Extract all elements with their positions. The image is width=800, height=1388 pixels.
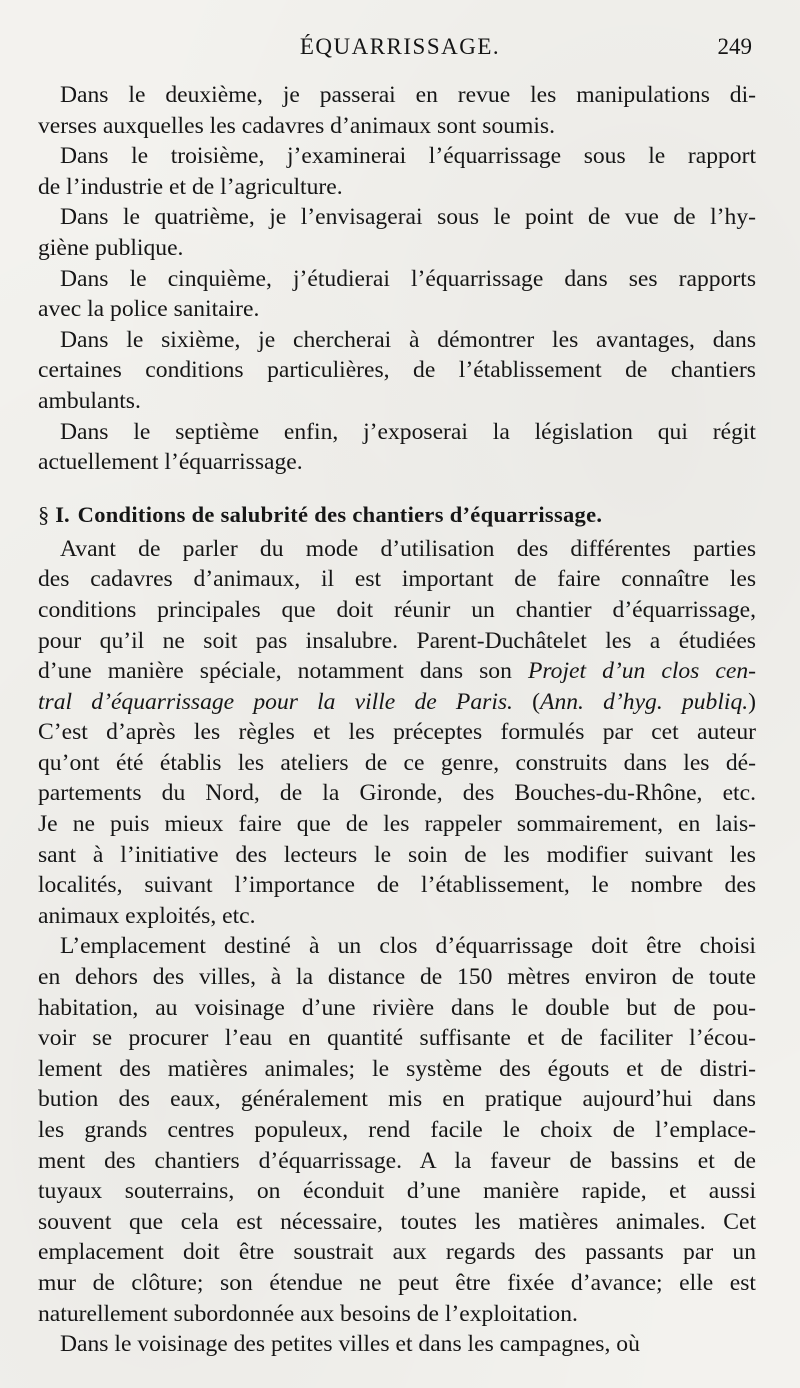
intro-paragraphs [38,80,756,478]
text-line [38,417,756,448]
line-text: Dans le sixième, je chercherai à démontrer les avantages, dans [60,326,756,353]
line-text: qu’ont été établis les ateliers de ce genre, construits dans les dé- [38,749,756,776]
line-text: bution des eaux, généralement mis en pratique aujourd’hui dans [38,1086,756,1113]
text-line [38,1146,756,1177]
line-text: voir se procurer l’eau en quantité suffisante et de faciliter l’écou- [38,1025,756,1052]
italic-text: Ann. d’hyg. publiq. [540,688,749,715]
text-line [38,870,756,901]
text-line [38,1023,756,1054]
line-text: Je ne puis mieux faire que de les rappeler sommairement, en lais- [38,811,756,838]
line-text: Dans le voisinage des petites villes et dans les campagnes, où [60,1331,640,1358]
line-text: habitation, au voisinage d’une rivière dans le double but de pou- [38,994,756,1021]
line-text: pour qu’il ne soit pas insalubre. Parent-Duchâtelet les a étudiées [38,627,756,654]
line-text: les grands centres populeux, rend facile le choix de l’emplace- [38,1117,756,1143]
text-line [38,1268,756,1299]
line-text: sant à l’initiative des lecteurs le soin de les modifier suivant les [38,841,756,868]
text-line [38,687,756,718]
running-title: ÉQUARRISSAGE. [299,34,501,59]
line-text: Dans le cinquième, j’étudierai l’équarrissage dans ses rapports [60,265,756,292]
text-line [38,962,756,993]
text-line [38,264,756,295]
line-text: naturellement subordonnée aux besoins de l’exploitation. [38,1300,578,1327]
text-line [38,993,756,1024]
text-line [38,534,756,565]
line-text: lement des matières animales; le système des égouts et de distri- [38,1055,756,1082]
text-line [38,717,756,748]
line-text: C’est d’après les règles et les préceptes formulés par cet auteur [38,719,756,746]
text-line [38,233,756,264]
italic-text: tral d’équarrissage pour la ville de Paris. [38,688,513,715]
line-text: Dans le septième enfin, j’exposerai la législation qui régit [60,418,756,445]
text-line [38,355,756,386]
section-number: I. [55,501,70,527]
line-text: ambulants. [38,387,141,414]
line-text: ment des chantiers d’équarrissage. A la faveur de bassins et de [38,1147,756,1174]
line-text: Dans le troisième, j’examinerai l’équarrissage sous le rapport [60,143,756,170]
text-line [38,778,756,809]
text-line [38,447,756,478]
text-line [38,1176,756,1207]
line-text: Avant de parler du mode d’utilisation des différentes parties [60,535,756,562]
line-text: mur de clôture; son étendue ne peut être fixée d’avance; elle est [38,1269,756,1296]
line-text: animaux exploités, etc. [38,902,256,929]
text-line [38,141,756,172]
line-text: d’une manière spéciale, notamment dans son [38,658,528,685]
text-line [38,1207,756,1238]
line-text: ( [512,688,541,715]
line-text: actuellement l’équarrissage. [38,449,303,476]
line-text: conditions principales que doit réunir un chantier d’équarrissage, [38,596,756,623]
line-text: souvent que cela est nécessaire, toutes les matières animales. Cet [38,1208,756,1235]
line-text: giène publique. [38,234,184,261]
text-line [38,748,756,779]
line-text: en dehors des villes, à la distance de 150 mètres environ de toute [38,964,756,991]
text-line [38,840,756,871]
text-line [38,202,756,233]
text-line [38,595,756,626]
body-paragraphs [38,534,756,1360]
line-text: Dans le quatrième, je l’envisagerai sous le point de vue de l’hy- [60,204,756,231]
line-text: L’emplacement destiné à un clos d’équarrissage doit être choisi [60,933,756,960]
text-line [38,626,756,657]
text-line [38,1115,756,1146]
text-line [38,80,756,111]
text-line [38,386,756,417]
text-line [38,1299,756,1330]
text-line [38,111,756,142]
line-text: verses auxquelles les cadavres d’animaux sont soumis. [38,112,555,139]
line-text: emplacement doit être soustrait aux regards des passants par un [38,1239,756,1266]
text-block [38,80,756,1360]
text-line [38,1084,756,1115]
running-head [40,34,760,64]
line-text: localités, suivant l’importance de l’établissement, le nombre des [38,872,756,899]
text-line [38,325,756,356]
line-text: avec la police sanitaire. [38,296,260,323]
text-line [38,1329,756,1360]
text-line [38,809,756,840]
text-line [38,901,756,932]
text-line [38,1054,756,1085]
section-symbol: § [38,501,50,527]
text-line [38,1237,756,1268]
section-title: Conditions de salubrité des chantiers d’équarrissage. [77,501,603,527]
text-line [38,564,756,595]
text-line [38,294,756,325]
line-text: de l’industrie et de l’agriculture. [38,173,343,200]
text-line [38,172,756,203]
italic-text: Projet d’un clos cen- [527,658,756,685]
page-number: 249 [717,34,752,59]
line-text: tuyaux souterrains, on éconduit d’une manière rapide, et aussi [38,1178,756,1205]
line-text: certaines conditions particulières, de l’établissement de chantiers [38,357,756,384]
line-text: Dans le deuxième, je passerai en revue les manipulations di- [60,82,756,108]
section-heading [38,500,756,530]
line-text: des cadavres d’animaux, il est important de faire connaître les [38,566,756,593]
text-line [38,656,756,687]
line-text: partements du Nord, de la Gironde, des Bouches-du-Rhône, etc. [38,780,756,807]
line-text: ) [748,688,756,715]
text-line [38,931,756,962]
